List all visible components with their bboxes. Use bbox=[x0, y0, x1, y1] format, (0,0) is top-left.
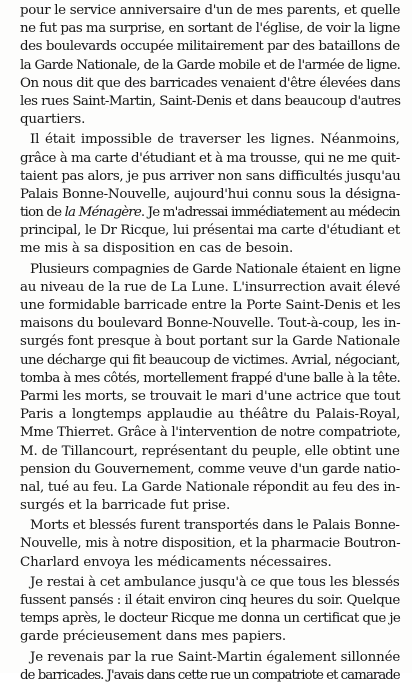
text-line: Il était impossible de traverser les lignes. Néanmoins, bbox=[30, 132, 400, 148]
paragraph bbox=[20, 261, 400, 516]
text-body bbox=[20, 2, 400, 685]
text-line: grâce à ma carte d'étudiant et à ma trousse, qui ne me quit- bbox=[20, 150, 400, 166]
text-line: la Garde Nationale, de la Garde mobile et de l'armée de ligne. bbox=[20, 57, 401, 73]
text-line: pension du Gouvernement, comme veuve d'un garde natio- bbox=[20, 461, 400, 477]
text-line: une décharge qui fit beaucoup de victimes. Avrial, négociant, bbox=[20, 352, 400, 368]
text-line: quartiers. bbox=[20, 112, 86, 128]
text-line: pour le service anniversaire d'un de mes parents, et quelle bbox=[20, 3, 401, 18]
text-line: On nous dit que des barricades venaient d'être élevées dans bbox=[20, 75, 401, 91]
text-line: taient pas alors, je pus arriver non sans difficultés jusqu'au bbox=[20, 168, 401, 184]
text-line: de barricades. J'avais dans cette rue un compatriote et camarade bbox=[20, 667, 400, 683]
text-line: fussent pansés : il était environ cinq heures du soir. Quelque bbox=[20, 593, 400, 608]
text-line: me mis à sa disposition en cas de besoin. bbox=[20, 241, 294, 257]
text-line: surgés font presque à bout portant sur la Garde Nationale bbox=[20, 334, 400, 350]
text-line: Parmi les morts, se trouvait le mari d'une actrice que tout bbox=[20, 388, 401, 404]
paragraph bbox=[20, 2, 400, 129]
text-line: Je restai à cet ambulance jusqu'à ce que tous les blessés bbox=[30, 574, 400, 590]
paragraph bbox=[20, 649, 400, 685]
text-line: Je revenais par la rue Saint-Martin également sillonnée bbox=[30, 649, 401, 665]
paragraph bbox=[20, 517, 400, 572]
paragraph bbox=[20, 131, 400, 258]
paragraph bbox=[20, 574, 400, 647]
text-line: tion de la Ménagère. Je m'adressai immédiatement au médecin bbox=[20, 205, 400, 221]
text-line: Charlard envoya les médicaments nécessaires. bbox=[20, 554, 332, 570]
text-line: maisons du boulevard Bonne-Nouvelle. Tout-à-coup, les in- bbox=[20, 316, 401, 332]
text-line: Nouvelle, mis à notre disposition, et la pharmacie Boutron- bbox=[20, 536, 401, 552]
text-line: les rues Saint-Martin, Saint-Denis et dans beaucoup d'autres bbox=[20, 93, 401, 109]
text-line: temps après, le docteur Ricque me donna un certificat que je bbox=[20, 611, 401, 627]
text-line: Palais Bonne-Nouvelle, aujourd'hui connu sous la désigna- bbox=[20, 186, 401, 202]
text-line: Paris a longtemps applaudie au théâtre du Palais-Royal, bbox=[20, 407, 401, 423]
text-line: au niveau de la rue de La Lune. L'insurrection avait élevé bbox=[20, 279, 401, 295]
text-line: principal, le Dr Ricque, lui présentai ma carte d'étudiant et bbox=[20, 223, 400, 239]
text-line: ne fut pas ma surprise, en sortant de l'église, de voir la ligne bbox=[20, 21, 400, 37]
text-line: garde précieusement dans mes papiers. bbox=[20, 629, 286, 645]
text-line: des boulevards occupée militairement par des bataillons de bbox=[20, 39, 400, 55]
text-line: tomba à mes côtés, mortellement frappé d'une balle à la tête. bbox=[20, 370, 401, 386]
text-line: Plusieurs compagnies de Garde Nationale étaient en ligne bbox=[30, 261, 401, 277]
text-line: nal, tué au feu. La Garde Nationale répondit au feu des in- bbox=[20, 479, 400, 495]
text-line: une formidable barricade entre la Porte Saint-Denis et les bbox=[20, 298, 401, 313]
text-line: Mme Thierret. Grâce à l'intervention de notre compatriote, bbox=[20, 425, 401, 441]
text-line: Morts et blessés furent transportés dans le Palais Bonne- bbox=[30, 518, 400, 534]
text-line: M. de Tillancourt, représentant du peuple, elle obtint une bbox=[20, 443, 400, 459]
text-line: surgés et la barricade fut prise. bbox=[20, 498, 231, 514]
